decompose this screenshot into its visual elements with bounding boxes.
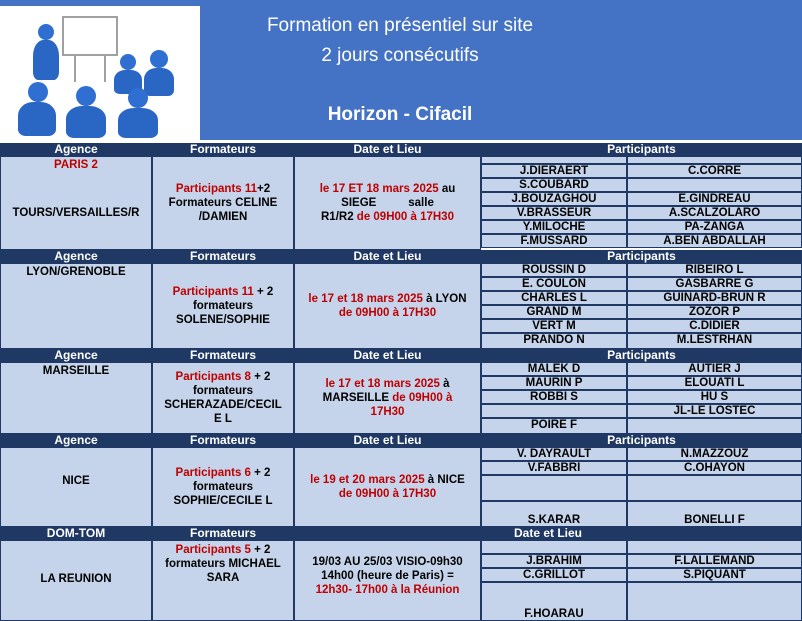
header-formateurs: Formateurs (152, 143, 294, 156)
header-date-lieu: Date et Lieu (294, 143, 481, 156)
agency-name: LA REUNION (40, 572, 112, 585)
participant: N.MAZZOUZ (627, 447, 802, 461)
participant: A.BEN ABDALLAH (627, 234, 802, 248)
participant: GASBARRE G (627, 277, 802, 291)
participant: ELOUATI L (627, 376, 802, 390)
participant: AUTIER J (627, 362, 802, 376)
participant: M.LESTRHAN (627, 333, 802, 349)
section-nice (0, 434, 802, 527)
participant: S.KARAR (481, 501, 627, 527)
date-lieu-cell: le 17 et 18 mars 2025 à MARSEILLE de 09H00 à 17H30 (294, 362, 481, 434)
participant: E. COULON (481, 277, 627, 291)
participant: C.GRILLOT (481, 568, 627, 582)
participant: S.COUBARD (481, 178, 627, 192)
participant: J.BRAHIM (481, 554, 627, 568)
participant: PA-ZANGA (627, 220, 802, 234)
header-participants: Participants (481, 143, 802, 156)
section-lyon (0, 250, 802, 349)
header-agence: Agence (0, 434, 152, 447)
header-agence: Agence (0, 250, 152, 263)
formateurs-cell: Participants 6 + 2 formateurs SOPHIE/CECILE L (152, 447, 294, 527)
participant: POIRE F (481, 418, 627, 434)
audience-icon (120, 54, 136, 70)
participant: ROBBI S (481, 390, 627, 404)
header-formateurs: Formateurs (152, 527, 294, 540)
agency-name-red: PARIS 2 (54, 159, 98, 171)
participant: MAURIN P (481, 376, 627, 390)
whiteboard-icon (62, 16, 118, 56)
participant: GUINARD-BRUN R (627, 291, 802, 305)
formateurs-cell: Participants 8 + 2 formateurs SCHERAZADE/CECIL E L (152, 362, 294, 434)
banner-program: Horizon - Cifacil (327, 104, 473, 125)
agency-name: LYON/GRENOBLE (26, 266, 126, 278)
formateurs-cell: Participants 11+2 Formateurs CELINE /DAMIEN (152, 156, 294, 250)
date-lieu-cell: 19/03 AU 25/03 VISIO-09h30 14h00 (heure de Paris) = 12h30- 17h00 à la Réunion (294, 540, 481, 621)
participant: C.DIDIER (627, 319, 802, 333)
date-lieu-cell: le 17 et 18 mars 2025 à LYON de 09H00 à 17H30 (294, 263, 481, 349)
formateurs-cell: Participants 11 + 2 formateurs SOLENE/SOPHIE (152, 263, 294, 349)
participant: S.PIQUANT (627, 568, 802, 582)
participant: VERT M (481, 319, 627, 333)
section-marseille (0, 349, 802, 434)
section-paris (0, 143, 802, 250)
header-formateurs: Formateurs (152, 250, 294, 263)
training-illustration (0, 6, 200, 140)
header-formateurs: Formateurs (152, 434, 294, 447)
participant: GRAND M (481, 305, 627, 319)
banner (0, 0, 802, 140)
participant: HU S (627, 390, 802, 404)
participant: V.BRASSEUR (481, 206, 627, 220)
banner-title: Formation en présentiel sur site (266, 15, 534, 36)
participant (481, 404, 627, 418)
agency-cell (0, 447, 152, 527)
participant: F.HOARAU (481, 582, 627, 621)
participant: E.GINDREAU (627, 192, 802, 206)
header-formateurs: Formateurs (152, 349, 294, 362)
participant: CHARLES L (481, 291, 627, 305)
banner-subtitle: 2 jours consécutifs (321, 45, 479, 66)
header-participants: Participants (481, 434, 802, 447)
participant: Y.MILOCHE (481, 220, 627, 234)
agency-name: MARSEILLE (42, 365, 110, 377)
header-date-lieu: Date et Lieu (294, 527, 802, 540)
header-agence: Agence (0, 349, 152, 362)
participant: A.SCALZOLARO (627, 206, 802, 220)
participant: ZOZOR P (627, 305, 802, 319)
header-participants: Participants (481, 250, 802, 263)
participant: F.LALLEMAND (627, 554, 802, 568)
participant (481, 475, 627, 501)
header-participants: Participants (481, 349, 802, 362)
header-date-lieu: Date et Lieu (294, 349, 481, 362)
date-lieu-cell: le 17 ET 18 mars 2025 au SIEGE salle R1/R2 de 09H00 à 17H30 (294, 156, 481, 250)
participant: J.DIERAERT (481, 164, 627, 178)
participant (627, 178, 802, 192)
agency-cell (0, 540, 152, 621)
section-dom-tom (0, 527, 802, 621)
participant: J.BOUZAGHOU (481, 192, 627, 206)
participant: F.MUSSARD (481, 234, 627, 248)
participant: MALEK D (481, 362, 627, 376)
header-date-lieu: Date et Lieu (294, 434, 481, 447)
participant: RIBEIRO L (627, 263, 802, 277)
agency-name: TOURS/VERSAILLES/R (12, 207, 140, 219)
participant: ROUSSIN D (481, 263, 627, 277)
participant: BONELLI F (627, 501, 802, 527)
participant: JL-LE LOSTEC (627, 404, 802, 418)
participant (627, 418, 802, 434)
agency-name: NICE (62, 475, 90, 487)
agency-cell (0, 362, 152, 434)
presenter-icon (38, 24, 54, 40)
header-agence: DOM-TOM (0, 527, 152, 540)
date-lieu-cell: le 19 et 20 mars 2025 à NICE de 09H00 à 17H30 (294, 447, 481, 527)
header-date-lieu: Date et Lieu (294, 250, 481, 263)
participant: C.OHAYON (627, 461, 802, 475)
formateurs-cell: Participants 5 + 2 formateurs MICHAEL SARA (152, 540, 294, 621)
participant: V. DAYRAULT (481, 447, 627, 461)
agency-cell (0, 156, 152, 250)
participant: PRANDO N (481, 333, 627, 349)
participant: C.CORRE (627, 164, 802, 178)
participant: V.FABBRI (481, 461, 627, 475)
participant (627, 582, 802, 621)
participant (627, 475, 802, 501)
header-agence: Agence (0, 143, 152, 156)
agency-cell (0, 263, 152, 349)
